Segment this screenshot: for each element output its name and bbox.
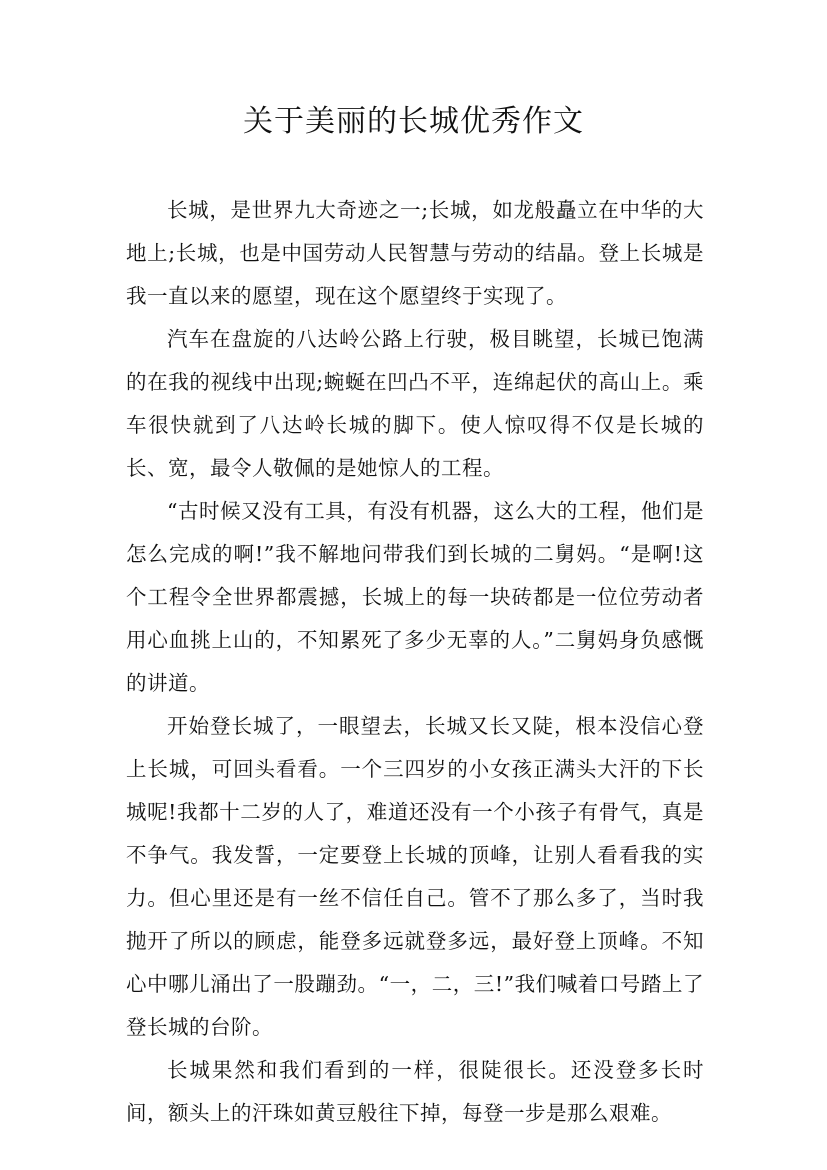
document-body [126, 189, 704, 1135]
paragraph-1: 长城，是世界九大奇迹之一;长城，如龙般矗立在中华的大地上;长城，也是中国劳动人民智慧与劳动的结晶。登上长城是我一直以来的愿望，现在这个愿望终于实现了。 [126, 198, 704, 308]
paragraph-3: “古时候又没有工具，有没有机器，这么大的工程，他们是怎么完成的啊!”我不解地问带我们到长城的二舅妈。“是啊!这个工程令全世界都震撼，长城上的每一块砖都是一位位劳动者用心血挑上山的，不知累死了多少无辜的人。”二舅妈身负感慨的讲道。 [126, 499, 704, 695]
paragraph-2: 汽车在盘旋的八达岭公路上行驶，极目眺望，长城已饱满的在我的视线中出现;蜿蜒在凹凸不平，连绵起伏的高山上。乘车很快就到了八达岭长城的脚下。使人惊叹得不仅是长城的长、宽，最令人敬佩的是她惊人的工程。 [126, 327, 704, 480]
paragraph-4: 开始登长城了，一眼望去，长城又长又陡，根本没信心登上长城，可回头看看。一个三四岁的小女孩正满头大汗的下长城呢!我都十二岁的人了，难道还没有一个小孩子有骨气，真是不争气。我发誓，一定要登上长城的顶峰，让别人看看我的实力。但心里还是有一丝不信任自己。管不了那么多了，当时我抛开了所以的顾虑，能登多远就登多远，最好登上顶峰。不知心中哪儿涌出了一股蹦劲。“一，二，三!”我们喊着口号踏上了登长城的台阶。 [126, 714, 704, 1039]
document-title: 关于美丽的长城优秀作文 [243, 104, 584, 139]
paragraph-5: 长城果然和我们看到的一样，很陡很长。还没登多长时间，额头上的汗珠如黄豆般往下掉，每登一步是那么艰难。 [126, 1058, 704, 1125]
